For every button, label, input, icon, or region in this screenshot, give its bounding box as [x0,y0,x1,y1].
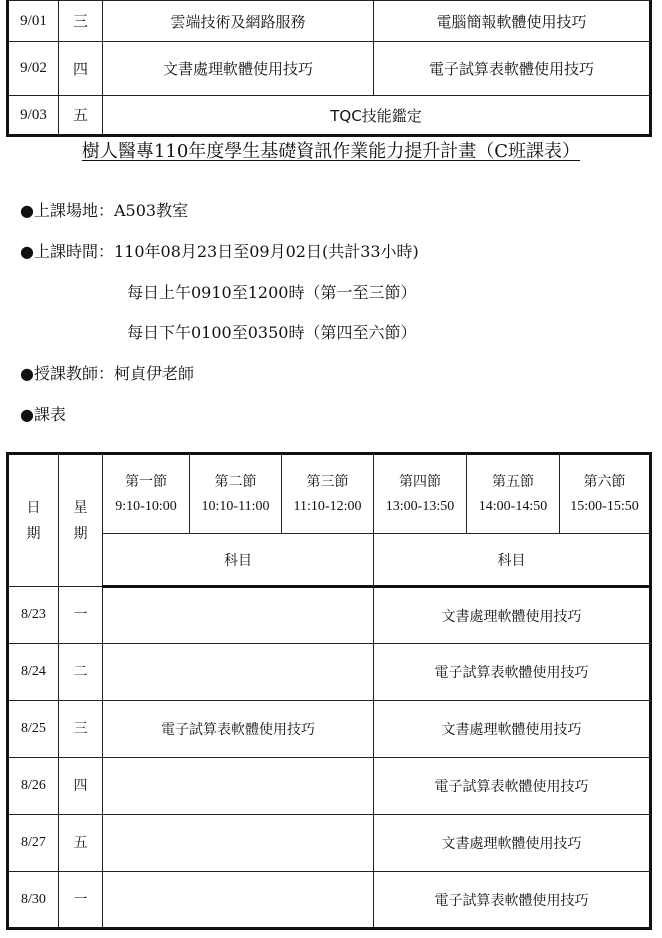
period-header-2: 第二節 10:10-11:00 [190,454,282,534]
afternoon-subject-cell: 電子試算表軟體使用技巧 [374,644,651,701]
schedule-label: 課表 [33,405,66,424]
period-header-5: 第五節 14:00-14:50 [467,454,560,534]
morning-subject-cell: 雲端技術及網路服務 [103,1,374,42]
table-row [8,701,651,758]
date-cell: 9/01 [8,1,59,42]
period-header-3: 第三節 11:10-12:00 [282,454,374,534]
morning-subject-cell [103,758,374,815]
afternoon-subject-cell: 電子試算表軟體使用技巧 [374,758,651,815]
date-header: 日 期 [8,454,59,587]
afternoon-subject-cell: 文書處理軟體使用技巧 [374,701,651,758]
table-row [8,758,651,815]
date-cell: 9/02 [8,42,59,96]
date-cell: 8/27 [8,815,59,872]
subject-header-morning: 科目 [103,534,374,587]
bullet-icon: ● [20,405,34,424]
table-row [8,96,651,136]
morning-subject-cell: 文書處理軟體使用技巧 [103,42,374,96]
weekday-cell: 三 [59,1,103,42]
previous-schedule-table [6,0,652,137]
weekday-cell: 五 [59,96,103,136]
date-cell: 8/25 [8,701,59,758]
venue-text: 上課場地：A503教室 [33,201,189,220]
info-time [20,239,419,262]
subject-header-row [8,534,651,587]
bullet-icon: ● [20,242,34,261]
table-row [8,872,651,929]
afternoon-subject-cell: 電子試算表軟體使用技巧 [374,872,651,929]
date-cell: 8/30 [8,872,59,929]
info-morning: 每日上午0910至1200時（第一至三節） [127,283,417,302]
info-teacher [20,361,194,384]
morning-subject-cell [103,872,374,929]
info-schedule [20,402,66,425]
info-afternoon: 每日下午0100至0350時（第四至六節） [127,323,417,342]
table-row [8,1,651,42]
title-text: 樹人醫專110年度學生基礎資訊作業能力提升計畫（C班課表） [81,141,581,162]
weekday-cell: 四 [59,758,103,815]
afternoon-subject-cell: 電腦簡報軟體使用技巧 [374,1,651,42]
page-title [0,137,662,163]
table-row [8,587,651,644]
period-header-6: 第六節 15:00-15:50 [560,454,651,534]
exam-cell: TQC技能鑑定 [103,96,651,136]
date-cell: 8/24 [8,644,59,701]
afternoon-subject-cell: 文書處理軟體使用技巧 [374,815,651,872]
morning-subject-cell: 電子試算表軟體使用技巧 [103,701,374,758]
bullet-icon: ● [20,364,34,383]
time-text: 上課時間：110年08月23日至09月02日(共計33小時) [33,242,419,261]
period-header-4: 第四節 13:00-13:50 [374,454,467,534]
weekday-cell: 一 [59,872,103,929]
afternoon-subject-cell: 文書處理軟體使用技巧 [374,587,651,644]
weekday-header: 星 期 [59,454,103,587]
morning-subject-cell [103,815,374,872]
afternoon-subject-cell: 電子試算表軟體使用技巧 [374,42,651,96]
date-cell: 9/03 [8,96,59,136]
table-row [8,42,651,96]
bullet-icon: ● [20,201,34,220]
morning-subject-cell [103,644,374,701]
table-row [8,644,651,701]
weekday-cell: 二 [59,644,103,701]
weekday-cell: 一 [59,587,103,644]
weekday-cell: 三 [59,701,103,758]
table-row [8,815,651,872]
subject-header-afternoon: 科目 [374,534,651,587]
date-cell: 8/23 [8,587,59,644]
period-header-1: 第一節 9:10-10:00 [103,454,190,534]
morning-subject-cell [103,587,374,644]
info-venue [20,198,188,221]
date-cell: 8/26 [8,758,59,815]
teacher-text: 授課教師：柯貞伊老師 [33,364,194,383]
weekday-cell: 四 [59,42,103,96]
schedule-table [6,452,652,930]
weekday-cell: 五 [59,815,103,872]
header-row [8,454,651,534]
